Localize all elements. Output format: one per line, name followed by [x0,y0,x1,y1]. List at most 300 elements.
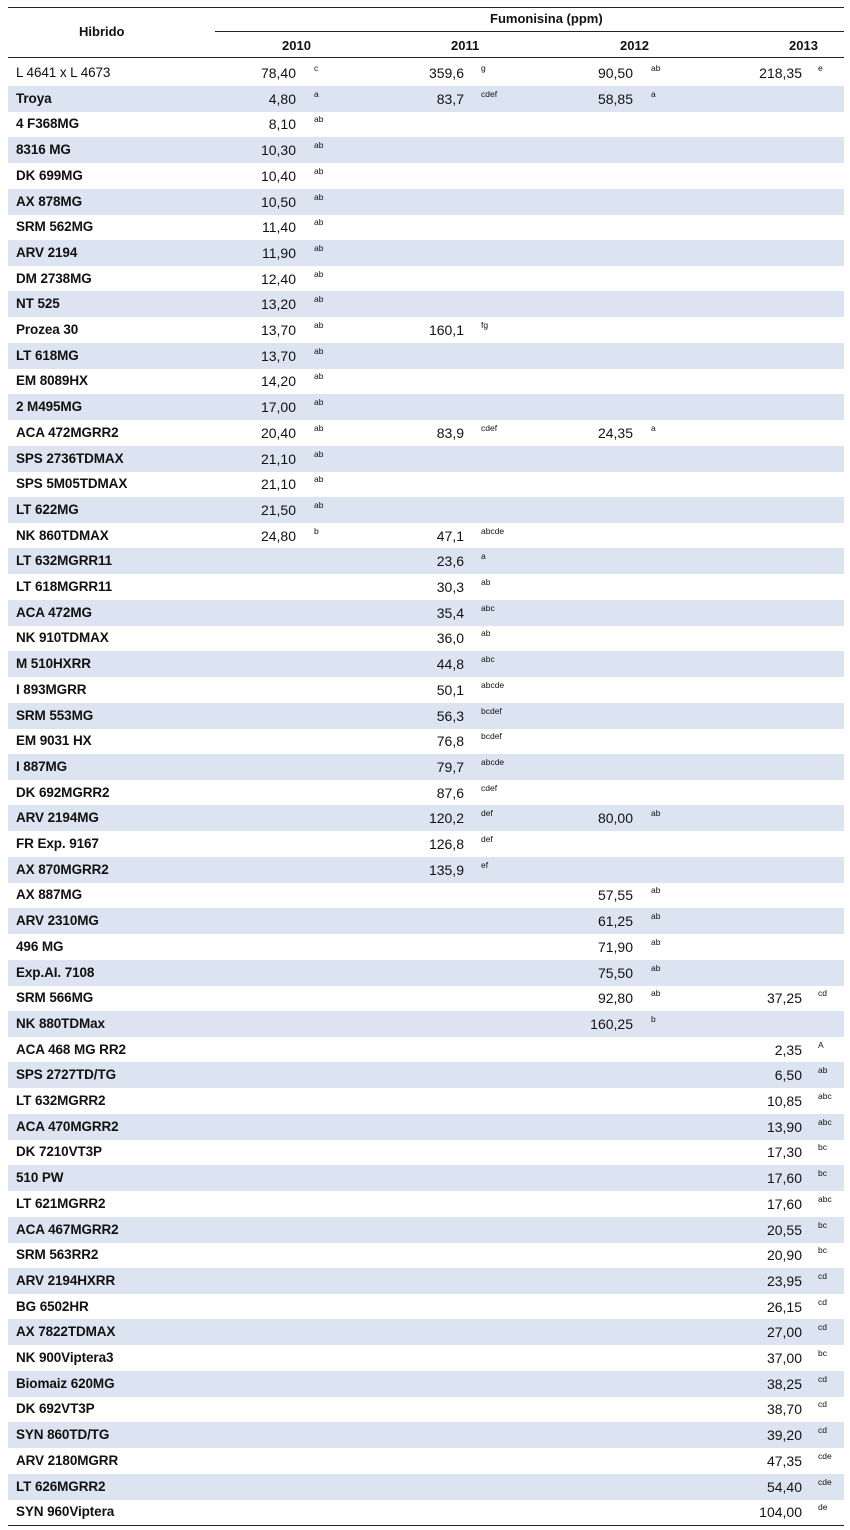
year-header-2010: 2010 [282,38,311,53]
table-row [8,60,844,86]
significance-letters-2010: ab [314,499,324,510]
hybrid-name: SRM 562MG [16,219,94,235]
table-row [8,574,844,600]
fumonisin-value-2012 [553,523,633,549]
fumonisin-value-2010 [216,574,296,600]
fumonisin-value-2011: 83,7 [436,90,464,107]
significance-letters-2010: ab [314,165,324,176]
hybrid-name: ACA 468 MG RR2 [16,1041,126,1057]
table-row [8,1088,844,1114]
significance-letters-2012: ab [651,936,661,947]
hybrid-name: L 4641 x L 4673 [16,65,111,80]
fumonisin-value-2012 [553,214,633,240]
fumonisin-value-2012 [553,703,633,729]
fumonisin-value-2010 [216,1294,296,1320]
fumonisin-value-2010: 10,40 [260,167,296,184]
fumonisin-value-2012 [553,780,633,806]
fumonisin-value-2013 [722,523,802,549]
fumonisin-value-2010 [216,1474,296,1500]
fumonisin-value-2010: 13,70 [260,322,296,338]
hybrid-name: FR Exp. 9167 [16,836,99,851]
significance-letters-2011: def [481,808,493,819]
significance-letters-2010: ab [314,345,324,356]
fumonisin-value-2013 [722,728,802,754]
significance-letters-2010: ab [314,448,324,459]
fumonisin-value-2012: 92,80 [597,990,633,1007]
fumonisin-value-2010: 20,40 [260,424,296,441]
significance-letters-2010: ab [314,140,324,151]
fumonisin-value-2012 [553,137,633,163]
hybrid-name: EM 9031 HX [16,733,92,749]
hybrid-name: ARV 2310MG [16,913,99,929]
fumonisin-value-2010: 78,40 [260,65,296,81]
fumonisin-value-2013 [722,960,802,986]
table-row [8,1294,844,1320]
fumonisin-value-2010 [216,1242,296,1268]
fumonisin-value-2010 [216,548,296,574]
fumonisin-value-2010 [216,677,296,703]
fumonisin-value-2011 [384,1139,464,1165]
fumonisin-value-2013 [722,420,802,446]
fumonisin-value-2010 [216,1499,296,1525]
hybrid-name: 496 MG [16,938,64,954]
table-row [8,1345,844,1371]
significance-letters-2011: abcde [481,756,505,767]
fumonisin-value-2012 [553,1191,633,1217]
fumonisin-value-2013 [722,497,802,523]
hybrid-name: ARV 2180MGRR [16,1452,119,1468]
significance-letters-2012: ab [651,808,661,819]
fumonisin-value-2013 [722,780,802,806]
fumonisin-value-2010: 11,90 [262,244,296,261]
fumonisin-value-2012: 80,00 [597,810,633,827]
fumonisin-value-2012: 90,50 [597,65,633,81]
fumonisin-value-2010 [216,1165,296,1191]
fumonisin-value-2013 [722,625,802,651]
fumonisin-value-2013 [722,651,802,677]
fumonisin-value-2010: 13,70 [260,347,296,364]
hybrid-name: LT 632MGRR2 [16,1093,106,1108]
fumonisin-value-2010 [216,1114,296,1140]
fumonisin-value-2010 [216,703,296,729]
fumonisin-value-2013: 17,30 [766,1144,802,1161]
fumonisin-value-2012 [553,1062,633,1088]
fumonisin-value-2013: 47,35 [766,1452,802,1469]
fumonisin-value-2012 [553,1396,633,1422]
significance-letters-2013: cd [818,988,827,999]
table-row [8,1139,844,1165]
fumonisin-value-2010: 21,10 [260,476,296,493]
table-row [8,394,844,420]
significance-letters-2013: cd [818,1296,827,1307]
fumonisin-value-2012: 160,25 [590,1015,633,1032]
fumonisin-value-2012 [553,471,633,497]
hybrid-name: Biomaiz 620MG [16,1375,115,1391]
fumonisin-value-2010 [216,985,296,1011]
fumonisin-value-2013: 38,25 [766,1375,802,1392]
fumonisin-value-2010 [216,651,296,677]
fumonisin-value-2012 [553,1474,633,1500]
fumonisin-value-2011: 87,6 [436,784,464,801]
fumonisin-value-2013: 20,90 [766,1247,802,1264]
table-row [8,471,844,497]
fumonisin-value-2011 [384,1294,464,1320]
table-row [8,240,844,266]
fumonisin-value-2011: 76,8 [436,733,464,750]
fumonisin-value-2013 [722,368,802,394]
significance-letters-2010: a [314,88,319,99]
table-row [8,1242,844,1268]
fumonisin-value-2010: 10,30 [260,142,296,159]
table-row [8,137,844,163]
fumonisin-value-2013 [722,882,802,908]
table-row [8,960,844,986]
fumonisin-value-2012 [553,831,633,857]
fumonisin-value-2010 [216,625,296,651]
fumonisin-group-header: Fumonisina (ppm) [490,11,603,26]
hybrid-name: I 887MG [16,758,68,774]
table-row [8,1191,844,1217]
fumonisin-value-2013 [722,86,802,112]
fumonisin-value-2013: 20,55 [766,1221,802,1238]
hybrid-name: I 893MGRR [16,681,87,697]
fumonisin-value-2011 [384,908,464,934]
hybrid-name: LT 618MGRR11 [16,579,113,594]
hybrid-name: SPS 2727TD/TG [16,1067,116,1083]
table-row [8,831,844,857]
fumonisin-value-2011: 56,3 [436,707,464,724]
table-row [8,780,844,806]
fumonisin-value-2010 [216,1345,296,1371]
significance-letters-2013: abc [818,1091,832,1101]
fumonisin-value-2013 [722,137,802,163]
fumonisin-value-2013 [722,677,802,703]
fumonisin-value-2013 [722,831,802,857]
table-row [8,1448,844,1474]
significance-letters-2011: abc [481,602,495,613]
fumonisin-value-2013: 37,00 [766,1350,802,1366]
fumonisin-value-2011 [384,1037,464,1063]
fumonisin-value-2012 [553,1371,633,1397]
fumonisin-value-2010: 11,40 [262,219,296,236]
fumonisin-value-2010 [216,857,296,883]
fumonisin-value-2011: 79,7 [436,758,464,775]
hybrid-name: DK 699MG [16,167,83,183]
significance-letters-2013: de [818,1502,828,1513]
table-row [8,317,844,343]
fumonisin-value-2010 [216,780,296,806]
fumonisin-value-2012 [553,163,633,189]
table-row [8,625,844,651]
table-row [8,1422,844,1448]
significance-letters-2010: b [314,525,319,536]
fumonisin-value-2013 [722,548,802,574]
hybrid-name: SYN 960Viptera [16,1504,115,1520]
significance-letters-2013: cde [818,1450,832,1461]
fumonisin-value-2012: 61,25 [597,913,633,930]
significance-letters-2012: ab [651,911,661,922]
fumonisin-value-2012 [553,1268,633,1294]
header-bottom-rule [8,57,844,58]
year-header-2012: 2012 [620,38,649,53]
fumonisin-value-2012 [553,1088,633,1114]
hybrid-name: AX 878MG [16,193,82,209]
significance-letters-2013: abc [818,1116,832,1127]
significance-letters-2013: cd [818,1322,827,1333]
fumonisin-value-2011: 23,6 [436,553,464,570]
fumonisin-value-2013 [722,703,802,729]
fumonisin-value-2013: 54,40 [766,1478,802,1495]
fumonisin-value-2013 [722,163,802,189]
fumonisin-value-2010: 17,00 [260,399,296,416]
fumonisin-value-2013: 38,70 [766,1401,802,1418]
hybrid-name: SPS 2736TDMAX [16,450,124,466]
fumonisin-value-2011 [384,1011,464,1037]
fumonisin-value-2012 [553,728,633,754]
fumonisin-value-2012: 24,35 [597,424,633,441]
fumonisin-value-2011 [384,1268,464,1294]
fumonisin-value-2013: 27,00 [766,1324,802,1341]
significance-letters-2013: A [818,1039,824,1050]
fumonisin-value-2011: 30,3 [436,579,464,595]
significance-letters-2011: bcdef [481,731,502,742]
hybrid-name: ACA 472MG [16,604,92,620]
fumonisin-value-2011: 36,0 [436,630,464,647]
fumonisin-value-2011 [384,214,464,240]
table-row [8,1396,844,1422]
fumonisin-value-2013 [722,805,802,831]
table-row [8,1062,844,1088]
hybrid-name: NK 860TDMAX [16,527,109,543]
fumonisin-value-2011 [384,1114,464,1140]
fumonisin-value-2012 [553,1448,633,1474]
fumonisin-value-2012: 75,50 [597,964,633,981]
fumonisin-value-2012 [553,600,633,626]
fumonisin-value-2010: 12,40 [260,270,296,287]
significance-letters-2010: ab [314,114,324,125]
significance-letters-2012: a [651,422,656,433]
table-row [8,908,844,934]
table-row [8,1165,844,1191]
significance-letters-2013: bc [818,1219,827,1230]
hybrid-name: SPS 5M05TDMAX [16,476,128,492]
fumonisin-value-2010 [216,1011,296,1037]
table-row [8,523,844,549]
hybrid-name: 8316 MG [16,142,71,158]
fumonisin-value-2011 [384,1474,464,1500]
fumonisin-value-2013 [722,189,802,215]
fumonisin-value-2011 [384,497,464,523]
table-row [8,805,844,831]
fumonisin-value-2011: 135,9 [428,861,464,878]
fumonisin-value-2013: 26,15 [766,1298,802,1315]
table-row [8,728,844,754]
table-row [8,291,844,317]
fumonisin-value-2011 [384,1165,464,1191]
fumonisin-value-2012 [553,548,633,574]
table-row [8,111,844,137]
significance-letters-2011: ab [481,628,491,639]
hybrid-name: SRM 566MG [16,990,94,1006]
fumonisin-value-2012 [553,574,633,600]
significance-letters-2011: fg [481,320,489,330]
fumonisin-value-2010 [216,882,296,908]
significance-letters-2010: ab [314,422,324,433]
table-row [8,214,844,240]
hybrid-name: SRM 553MG [16,707,94,723]
table-row [8,1319,844,1345]
fumonisin-value-2010 [216,600,296,626]
fumonisin-value-2010 [216,934,296,960]
significance-letters-2010: ab [314,191,324,202]
fumonisin-value-2011: 44,8 [436,656,464,673]
significance-letters-2013: ab [818,1065,828,1076]
table-row [8,266,844,292]
fumonisin-value-2011 [384,1191,464,1217]
fumonisin-value-2010: 13,20 [260,296,296,313]
significance-letters-2013: cd [818,1425,827,1436]
hybrid-name: SRM 563RR2 [16,1247,99,1263]
fumonisin-value-2011 [384,1396,464,1422]
significance-letters-2011: cdef [481,88,498,99]
fumonisin-value-2013 [722,343,802,369]
fumonisin-value-2011 [384,471,464,497]
significance-letters-2010: ab [314,474,324,485]
fumonisin-value-2011 [384,446,464,472]
fumonisin-value-2010 [216,831,296,857]
significance-letters-2011: a [481,551,486,562]
fumonisin-value-2011 [384,985,464,1011]
fumonisin-value-2013 [722,754,802,780]
fumonisin-value-2013 [722,446,802,472]
fumonisin-value-2011 [384,368,464,394]
fumonisin-value-2010 [216,1191,296,1217]
hybrid-name: ACA 467MGRR2 [16,1221,119,1237]
fumonisin-value-2011: 126,8 [428,836,464,852]
hybrid-name: AX 7822TDMAX [16,1324,116,1340]
fumonisin-value-2012 [553,1217,633,1243]
hybrid-name: ACA 470MGRR2 [16,1118,119,1134]
fumonisin-value-2012 [553,317,633,343]
fumonisin-value-2011: 160,1 [428,322,464,338]
significance-letters-2013: cd [818,1270,827,1281]
hybrid-name: DK 692MGRR2 [16,784,110,800]
fumonisin-value-2013 [722,111,802,137]
fumonisin-value-2012 [553,446,633,472]
significance-letters-2012: a [651,88,656,99]
hybrid-column-header: Hibrido [79,24,125,39]
fumonisin-value-2011 [384,189,464,215]
hybrid-name: LT 626MGRR2 [16,1478,106,1494]
significance-letters-2012: ab [651,962,661,973]
fumonisin-value-2013 [722,240,802,266]
significance-letters-2010: ab [314,242,324,253]
hybrid-name: NK 880TDMax [16,1015,105,1031]
hybrid-name: EM 8089HX [16,373,88,389]
fumonisin-value-2010 [216,1371,296,1397]
fumonisin-value-2010 [216,1217,296,1243]
significance-letters-2010: c [314,63,319,73]
fumonisin-value-2012 [553,240,633,266]
significance-letters-2011: bcdef [481,705,502,716]
top-rule [8,7,844,8]
fumonisin-value-2010: 21,50 [260,501,296,518]
fumonisin-value-2012 [553,1422,633,1448]
table-row [8,677,844,703]
hybrid-name: ACA 472MGRR2 [16,424,119,440]
fumonisin-value-2013 [722,1011,802,1037]
fumonisin-value-2010 [216,1422,296,1448]
fumonisin-value-2011 [384,1448,464,1474]
fumonisin-value-2013 [722,394,802,420]
hybrid-name: BG 6502HR [16,1298,89,1314]
fumonisin-value-2011: 35,4 [436,604,464,621]
table-row [8,1474,844,1500]
year-header-2013: 2013 [789,38,818,53]
fumonisin-value-2011 [384,137,464,163]
hybrid-name: Troya [16,90,52,106]
significance-letters-2013: bc [818,1168,827,1179]
table-row [8,446,844,472]
fumonisin-value-2010 [216,960,296,986]
hybrid-name: DK 692VT3P [16,1401,95,1417]
fumonisin-value-2012 [553,111,633,137]
hybrid-name: LT 632MGRR11 [16,553,113,569]
fumonisin-value-2012: 58,85 [597,90,633,107]
table-row [8,420,844,446]
fumonisin-value-2012 [553,266,633,292]
hybrid-name: 510 PW [16,1170,64,1186]
fumonisin-value-2011 [384,1242,464,1268]
hybrid-name: Prozea 30 [16,322,79,337]
fumonisin-value-2010 [216,754,296,780]
significance-letters-2010: ab [314,397,324,408]
fumonisin-value-2013 [722,600,802,626]
fumonisin-value-2012 [553,1294,633,1320]
fumonisin-value-2011 [384,343,464,369]
fumonisin-value-2012 [553,497,633,523]
fumonisin-value-2012: 57,55 [597,887,633,904]
fumonisin-value-2010 [216,1448,296,1474]
fumonisin-value-2011 [384,266,464,292]
table-row [8,497,844,523]
significance-letters-2013: cd [818,1399,827,1410]
fumonisin-value-2012 [553,625,633,651]
hybrid-name: SYN 860TD/TG [16,1427,110,1443]
hybrid-name: ARV 2194 [16,244,78,260]
fumonisin-value-2012 [553,754,633,780]
fumonisin-value-2012 [553,368,633,394]
fumonisin-value-2012 [553,1114,633,1140]
fumonisin-value-2013: 17,60 [766,1195,802,1212]
fumonisin-value-2012 [553,677,633,703]
fumonisin-value-2013 [722,574,802,600]
fumonisin-value-2011 [384,1217,464,1243]
fumonisin-value-2011 [384,240,464,266]
fumonisin-value-2010 [216,1139,296,1165]
hybrid-name: AX 870MGRR2 [16,861,109,877]
significance-letters-2011: cdef [481,422,498,433]
significance-letters-2010: ab [314,294,324,305]
fumonisin-value-2011 [384,1088,464,1114]
fumonisin-value-2011 [384,394,464,420]
fumonisin-value-2012 [553,291,633,317]
table-row [8,1011,844,1037]
table-row [8,754,844,780]
table-row [8,1114,844,1140]
fumonisin-value-2013: 17,60 [766,1170,802,1187]
significance-letters-2012: b [651,1013,656,1024]
